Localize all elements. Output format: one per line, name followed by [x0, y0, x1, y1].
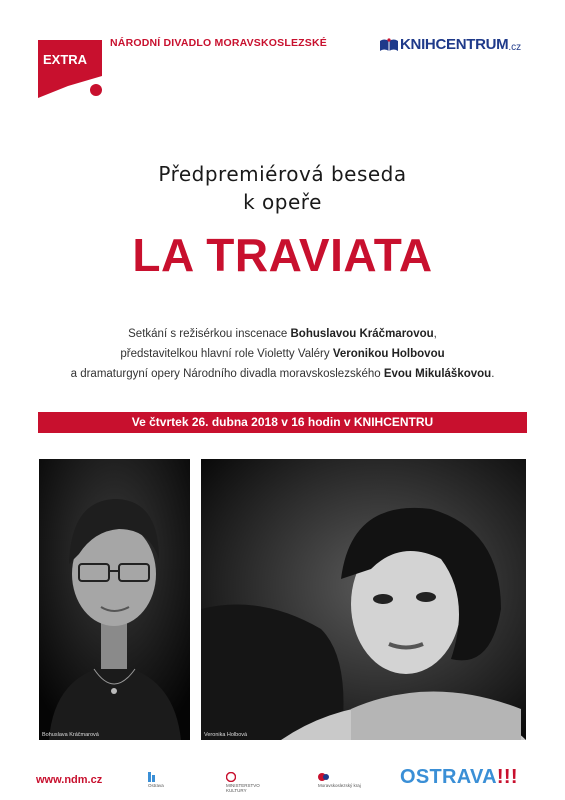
ostrava-city-icon: [148, 772, 156, 782]
partner-ostrava-text: Ostrava: [148, 783, 164, 788]
intro-line-1: Setkání s režisérkou inscenace Bohuslavou Kráčmarovou,: [128, 328, 437, 340]
ostrava-logo: [400, 766, 518, 789]
intro-line-3: a dramaturgyní opery Národního divadla moravskoslezského Evou Mikuláškovou.: [70, 368, 495, 380]
headline-line1: Předpremiérová beseda: [158, 162, 407, 186]
partner-logo-region: [318, 772, 368, 788]
ministry-icon: [226, 772, 236, 782]
photo-singer: [201, 459, 526, 740]
intro-text: [20, 324, 545, 384]
partner-logo-ostrava: [148, 772, 164, 788]
knihcentrum-text: KNIHCENTRUM: [400, 36, 509, 53]
book-icon: [378, 37, 400, 53]
partner-logo-ministry: [226, 772, 276, 793]
extra-logo: [38, 40, 102, 98]
theatre-name: NÁRODNÍ DIVADLO MORAVSKOSLEZSKÉ: [110, 37, 327, 49]
intro-line-2: představitelkou hlavní role Violetty Valéry Veronikou Holbovou: [120, 348, 445, 360]
singer-name: Veronikou Holbovou: [332, 348, 445, 360]
knihcentrum-suffix: .cz: [508, 42, 522, 53]
photo-director: [39, 459, 190, 740]
portrait-singer-image: [201, 459, 526, 740]
portrait-director-image: [39, 459, 190, 740]
extra-logo-text: EXTRA: [43, 52, 88, 67]
headline-line2: k opeře: [243, 190, 322, 214]
website-link[interactable]: www.ndm.cz: [36, 774, 103, 786]
opera-title: LA TRAVIATA: [132, 229, 433, 281]
photo-caption-singer: Veronika Holbová: [204, 732, 248, 738]
director-name: Bohuslavou Kráčmarovou: [290, 328, 434, 340]
dramaturg-name: Evou Mikuláškovou: [383, 368, 492, 380]
photo-caption-director: Bohuslava Kráčmarová: [42, 732, 99, 738]
ostrava-logo-exclaim: !!!: [496, 766, 518, 788]
region-icon: [318, 772, 330, 782]
partner-ministry-text: MINISTERSTVO KULTURY: [226, 783, 260, 793]
knihcentrum-logo: [378, 36, 521, 53]
partner-region-text: Moravskoslezský kraj: [318, 783, 361, 788]
ostrava-logo-text: OSTRAVA: [400, 766, 497, 788]
date-banner: Ve čtvrtek 26. dubna 2018 v 16 hodin v KNIHCENTRU: [38, 412, 527, 433]
